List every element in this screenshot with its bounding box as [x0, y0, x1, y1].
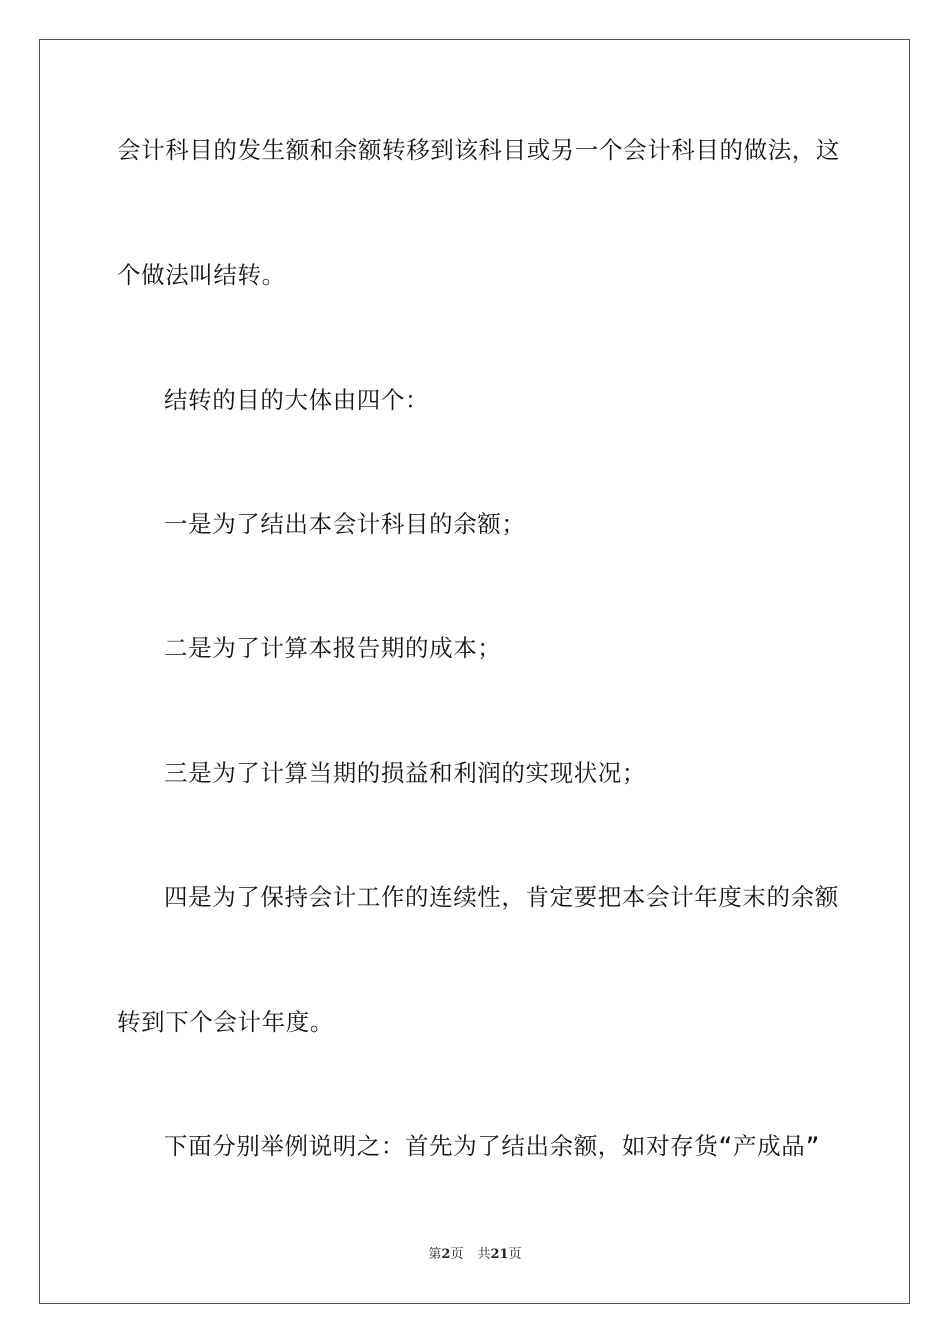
- body-text-line: 会计科目的发生额和余额转移到该科目或另一个会计科目的做法，这: [117, 136, 840, 164]
- body-text-line: 一是为了结出本会计科目的余额；: [164, 510, 526, 538]
- total-page-count: 21: [490, 1247, 509, 1262]
- page-footer: [0, 1246, 950, 1264]
- body-text-line: 三是为了计算当期的损益和利润的实现状况；: [164, 759, 646, 787]
- page-frame: [39, 39, 910, 1304]
- body-text-line: 四是为了保持会计工作的连续性，肯定要把本会计年度末的余额: [164, 883, 839, 911]
- total-prefix: 共: [477, 1247, 491, 1262]
- body-text-line: 下面分别举例说明之：首先为了结出余额，如对存货“产成品”: [164, 1132, 821, 1160]
- body-text-line: 二是为了计算本报告期的成本；: [164, 634, 502, 662]
- page-prefix: 第: [428, 1247, 442, 1262]
- body-text-line: 个做法叫结转。: [117, 261, 286, 289]
- body-text-line: 转到下个会计年度。: [117, 1008, 334, 1036]
- page-suffix: 页: [450, 1247, 464, 1262]
- total-suffix: 页: [508, 1247, 522, 1262]
- body-text-line: 结转的目的大体由四个：: [164, 386, 430, 414]
- current-page-number: 2: [441, 1247, 451, 1262]
